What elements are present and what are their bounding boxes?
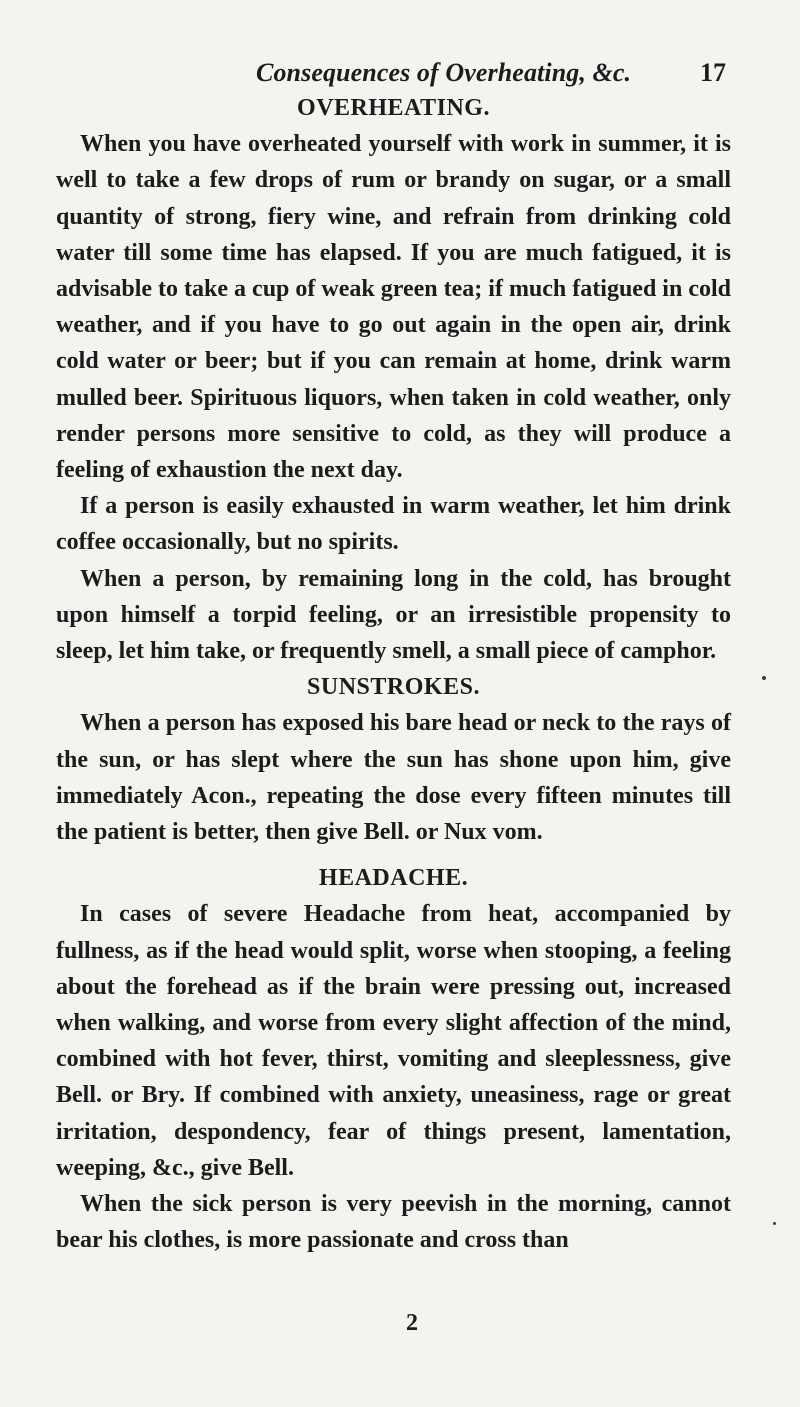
paragraph: When you have overheated yourself with work in summer, it is well to take a few drops of rum or brandy on sugar, or a small quantity of strong, fiery wine, and refrain from drinking cold water till some time has elapsed. If you are much fatigued, it is advisable to take a cup of weak green tea; if much fatigued in cold weather, and if you have to go out again in the open air, drink cold water or beer; but if you can remain at home, drink warm mulled beer. Spirituous liquors, when taken in cold weather, only render persons more sensitive to cold, as they will produce a feeling of exhaustion the next day. <box>56 131 731 484</box>
paragraph: In cases of severe Headache from heat, accompanied by fullness, as if the head would split, worse when stooping, a feeling about the forehead as if the brain were pressing out, increased when walking, and worse from every slight affection of the mind, combined with hot fever, thirst, vomiting and sleeplessness, give Bell. or Bry. If combined with anxiety, uneasiness, rage or great irritation, despondency, fear of things present, lamentation, weeping, &c., give Bell. <box>56 901 731 1181</box>
running-title: Consequences of Overheating, &c. <box>256 58 632 87</box>
margin-speck <box>762 676 766 680</box>
paragraph: If a person is easily exhausted in warm weather, let him drink coffee occasionally, but no spirits. <box>56 493 731 556</box>
section-overheating <box>56 90 731 669</box>
section-headache <box>56 860 731 1258</box>
section-sunstrokes <box>56 669 731 850</box>
margin-speck <box>773 1222 776 1225</box>
paragraph: When the sick person is very peevish in the morning, cannot bear his clothes, is more passionate and cross than <box>56 1191 731 1254</box>
section-heading: SUNSTROKES. <box>307 674 480 701</box>
page-number: 17 <box>700 58 726 87</box>
section-heading: OVERHEATING. <box>297 95 490 121</box>
paragraph: When a person, by remaining long in the cold, has brought upon himself a torpid feeling, or an irresistible propensity to sleep, let him take, or frequently smell, a small piece of camphor. <box>56 565 731 665</box>
paragraph: When a person has exposed his bare head or neck to the rays of the sun, or has slept where the sun has shone upon him, give immediately Acon., repeating the dose every fifteen minutes till the patient is better, then give Bell. or Nux vom. <box>56 710 731 846</box>
section-heading: HEADACHE. <box>318 865 469 892</box>
running-head <box>256 58 726 94</box>
section-gap <box>56 850 731 860</box>
body-text <box>56 90 731 1258</box>
signature-mark: 2 <box>406 1310 418 1336</box>
